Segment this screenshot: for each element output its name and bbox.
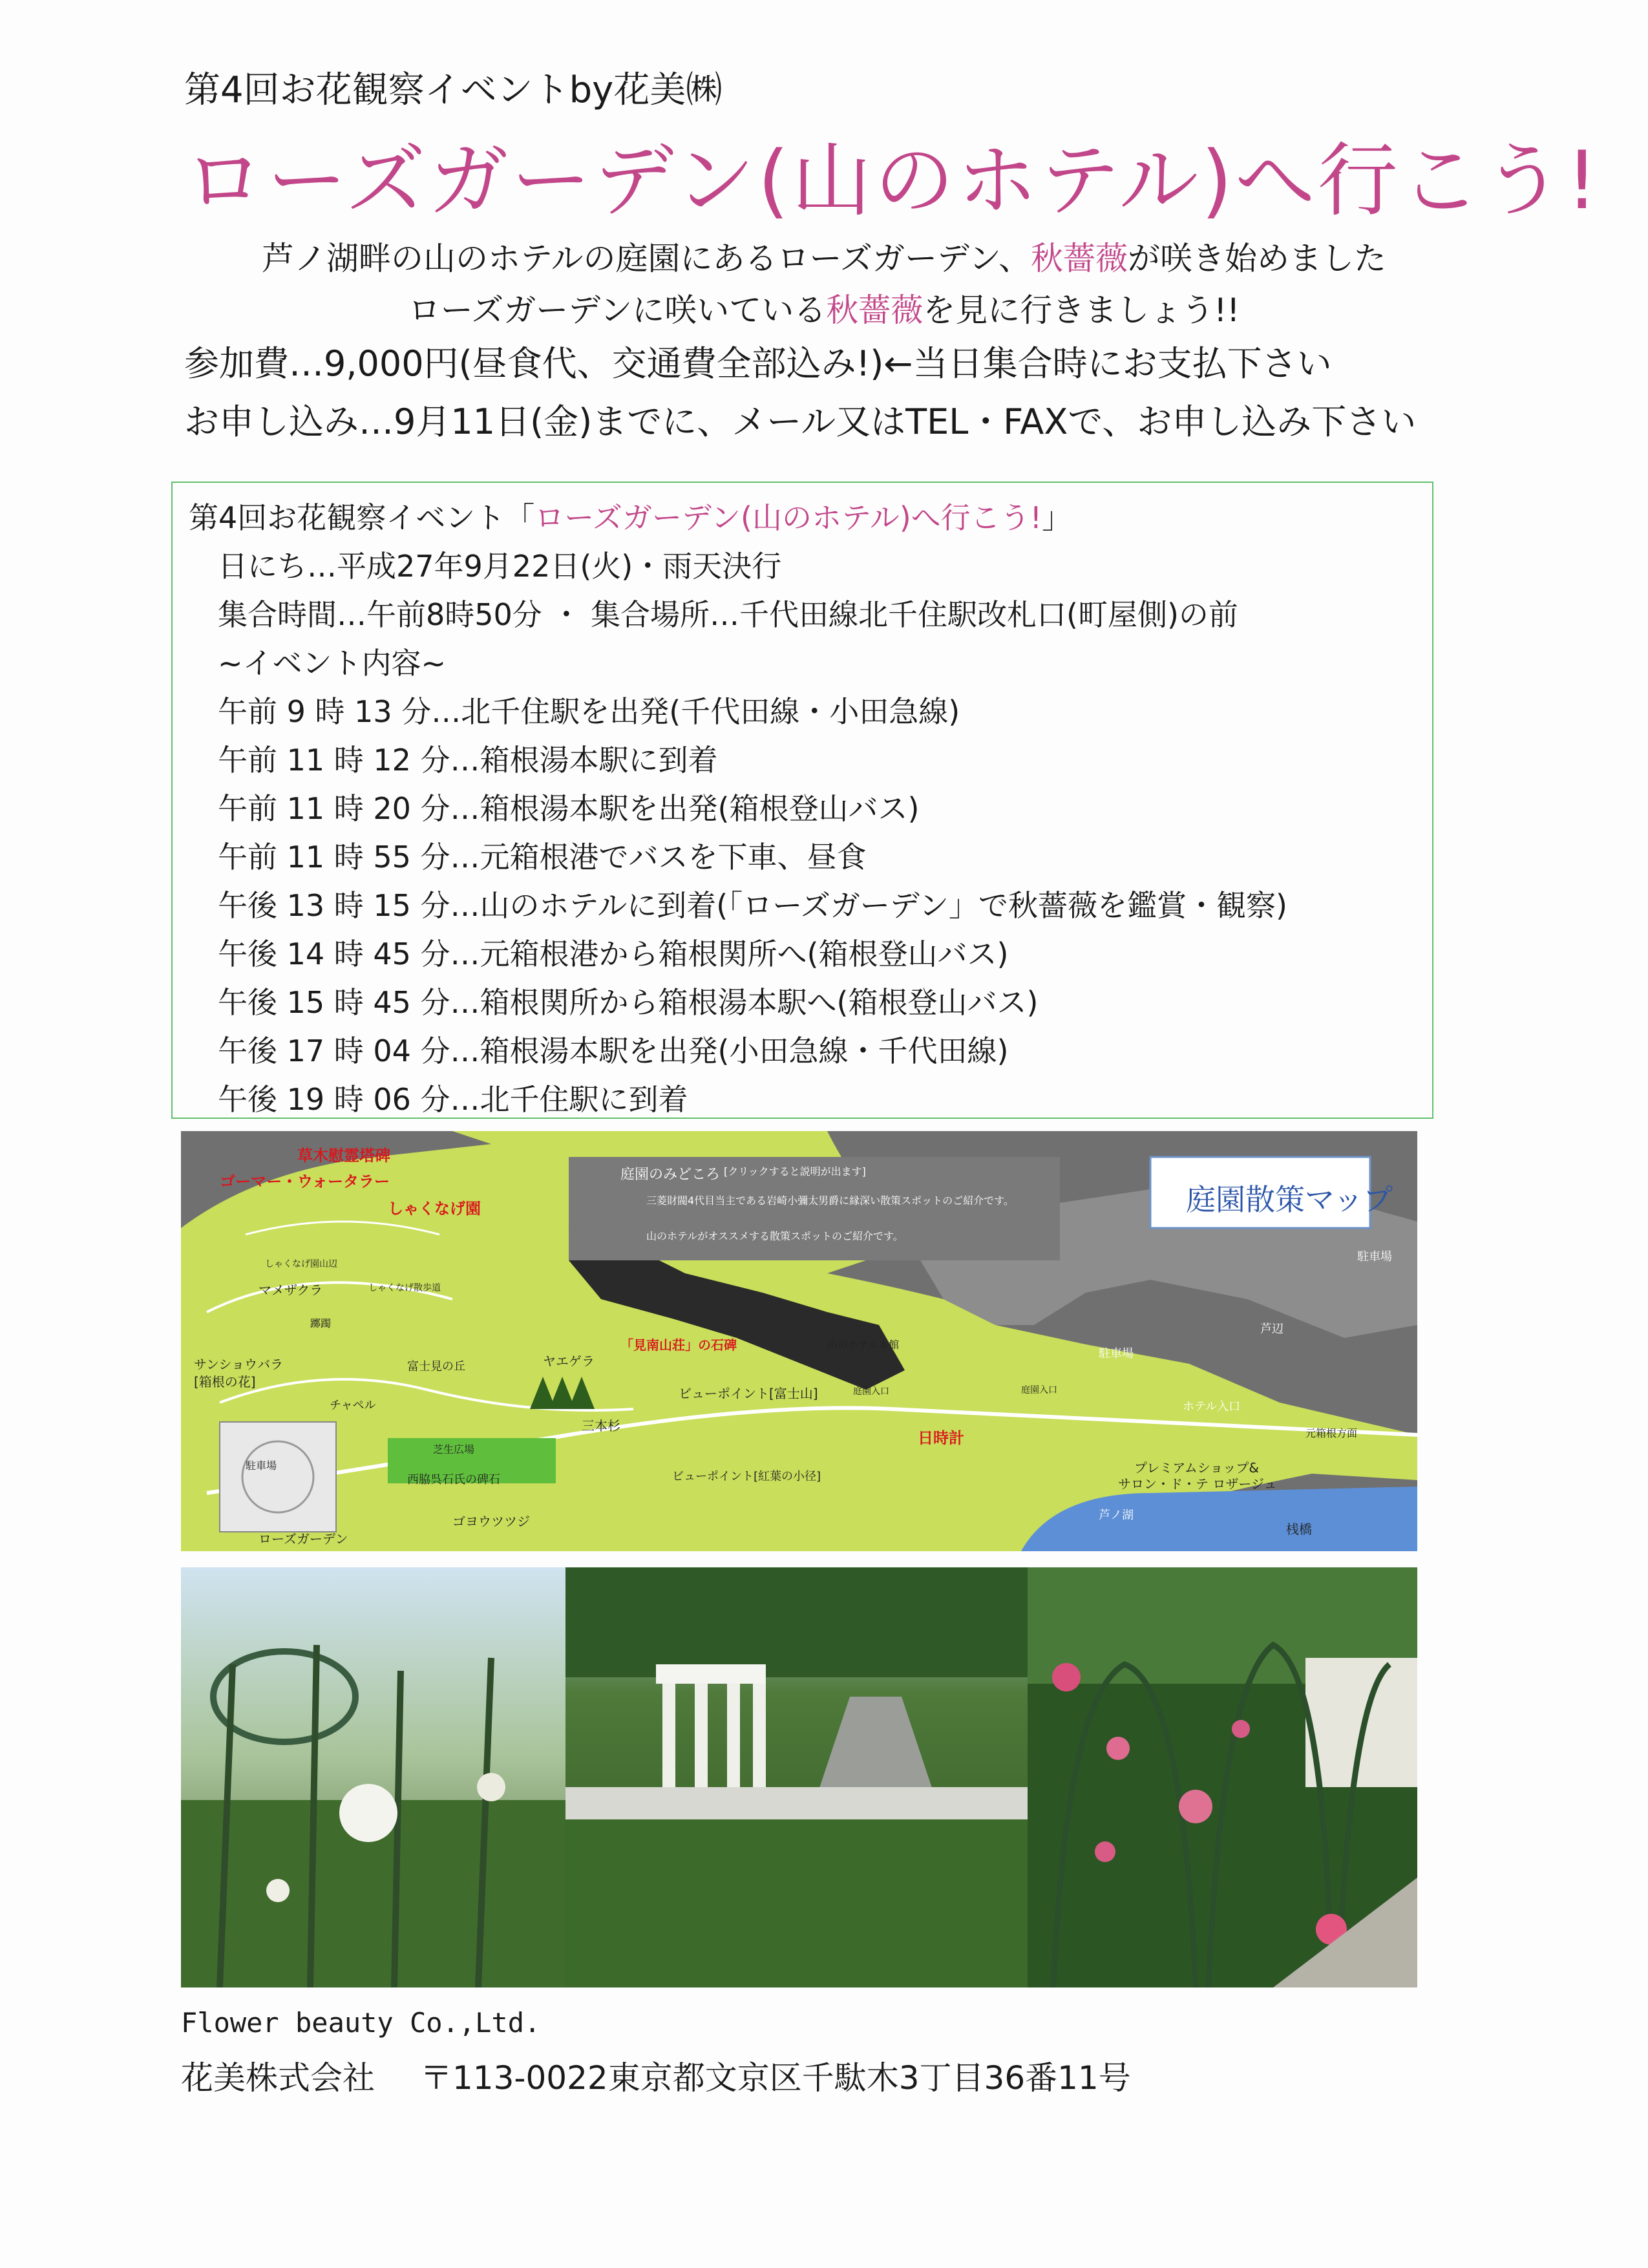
map-label-sanbonsugi: 三本杉: [582, 1418, 620, 1434]
headline: ローズガーデン(山のホテル)へ行こう!: [184, 134, 1601, 228]
map-label-motohakone: 元箱根方面: [1305, 1427, 1358, 1439]
map-label-mamezakura: マメザクラ: [259, 1282, 323, 1298]
map-label-chapel: チャペル: [330, 1399, 376, 1412]
map-label-shakunage-sanpo: しゃくなげ散歩道: [368, 1283, 441, 1293]
schedule-title-pre: 第4回お花観察イベント「: [189, 500, 535, 535]
fee-line: 参加費…9,000円(昼食代、交通費全部込み!)←当日集合時にお支払下さい: [184, 343, 1332, 384]
map-label-hotel-entrance: ホテル入口: [1183, 1400, 1241, 1414]
map-label-shakunage-path: しゃくなげ園山辺: [265, 1259, 337, 1269]
company-address: 〒113-0022東京都文京区千駄木3丁目36番11号: [420, 2059, 1131, 2097]
schedule-item: 午前 11 時 55 分…元箱根港でバスを下車、昼食: [218, 840, 867, 874]
map-label-hotel: 山のホテル本館: [827, 1339, 900, 1351]
schedule-item: 午前 11 時 12 分…箱根湯本駅に到着: [218, 743, 718, 778]
map-label-gomar: ゴーマー・ウォータラー: [220, 1172, 390, 1191]
intro-line-1-post: が咲き始めました: [1128, 240, 1386, 277]
map-label-viewpoint-fuji: ビューポイント[富士山]: [679, 1386, 818, 1401]
rose-garden-photo-1: [181, 1567, 565, 1987]
company-name-jp: 花美株式会社: [181, 2059, 375, 2097]
intro-line-2-post: を見に行きましょう!!: [923, 291, 1240, 329]
map-label-pier: 桟橋: [1286, 1521, 1312, 1537]
schedule-item: 午後 15 時 45 分…箱根関所から箱根湯本駅へ(箱根登山バス): [218, 985, 1039, 1020]
map-label-kusaki: 草木慰霊塔碑: [297, 1147, 390, 1165]
map-label-salon: サロン・ド・テ ロザージュ: [1118, 1476, 1277, 1492]
map-label-ashinoko: 芦ノ湖: [1099, 1509, 1134, 1522]
map-label-rose-garden: ローズガーデン: [259, 1531, 348, 1547]
intro-line-2-pre: ローズガーデンに咲いている: [408, 291, 827, 329]
intro-line-1: [0, 233, 1648, 279]
map-label-lawn: 芝生広場: [433, 1443, 475, 1456]
intro-line-1-highlight: 秋薔薇: [1031, 240, 1128, 277]
map-label-hakone-flower: [箱根の花]: [194, 1374, 256, 1390]
intro-line-1-pre: 芦ノ湖畔の山のホテルの庭園にあるローズガーデン、: [262, 240, 1031, 277]
apply-line: お申し込み…9月11日(金)までに、メール又はTEL・FAXで、お申し込み下さい: [184, 401, 1417, 442]
map-label-parking-top: 駐車場: [1357, 1250, 1392, 1264]
schedule-title-post: 」: [1042, 500, 1072, 535]
garden-map: [181, 1131, 1417, 1551]
rose-garden-photo-2: [565, 1567, 1028, 1987]
photo-strip: [181, 1567, 1417, 1987]
map-label-ashibe: 芦辺: [1260, 1322, 1284, 1336]
company-address-line: [181, 2052, 1176, 2099]
schedule-title: [189, 494, 1072, 537]
schedule-item: 午前 9 時 13 分…北千住駅を出発(千代田線・小田急線): [218, 694, 960, 729]
schedule-title-highlight: ローズガーデン(山のホテル)へ行こう!: [534, 500, 1042, 535]
map-label-viewpoint-momiji: ビューポイント[紅葉の小径]: [672, 1470, 821, 1483]
schedule-item: 午後 14 時 45 分…元箱根港から箱根関所へ(箱根登山バス): [218, 937, 1009, 971]
schedule-meeting: 集合時間…午前8時50分 ・ 集合場所…千代田線北千住駅改札口(町屋側)の前: [218, 597, 1238, 632]
map-label-fujimi: 富士見の丘: [407, 1360, 465, 1373]
map-label-parking-mid: 駐車場: [1099, 1347, 1134, 1361]
schedule-item: 午後 19 時 06 分…北千住駅に到着: [218, 1082, 688, 1117]
map-label-sanshoubara: サンショウバラ: [194, 1357, 284, 1372]
company-name-en: Flower beauty Co.,Ltd.: [181, 2007, 541, 2039]
map-legend-heading: 庭園のみどころ: [620, 1167, 721, 1183]
map-label-premium: プレミアムショップ&: [1134, 1460, 1259, 1476]
map-label-nishiwaki: 西脇呉石氏の碑石: [407, 1473, 500, 1487]
schedule-box: [171, 482, 1433, 1119]
rose-garden-photo-3: [1028, 1567, 1417, 1987]
map-legend-line-1: 三菱財閥4代目当主である岩崎小彌太男爵に縁深い散策スポットのご紹介です。: [646, 1194, 1014, 1207]
schedule-content-heading: ~イベント内容~: [218, 646, 447, 681]
map-label-yaegera: ヤエゲラ: [543, 1353, 595, 1369]
map-legend-note: [クリックすると説明が出ます]: [724, 1165, 866, 1178]
map-legend-line-2: 山のホテルがオススメする散策スポットのご紹介です。: [646, 1230, 903, 1242]
schedule-item: 午後 13 時 15 分…山のホテルに到着(「ローズガーデン」で秋薔薇を鑑賞・観察): [218, 888, 1287, 923]
map-label-gyoutsutsuji: ゴヨウツツジ: [452, 1514, 530, 1529]
event-title: 第4回お花観察イベントby花美㈱: [184, 69, 723, 111]
schedule-date: 日にち…平成27年9月22日(火)・雨天決行: [218, 549, 782, 584]
map-label-sundial: 日時計: [918, 1429, 964, 1447]
map-label-garden-entrance-2: 庭園入口: [1021, 1385, 1057, 1395]
map-label-kannan: 「見南山荘」の石碑: [620, 1337, 737, 1353]
map-label-shakunage-garden: しゃくなげ園: [388, 1200, 481, 1218]
map-label-garden-entrance: 庭園入口: [853, 1386, 889, 1397]
intro-line-2-highlight: 秋薔薇: [826, 291, 924, 329]
schedule-item: 午後 17 時 04 分…箱根湯本駅を出発(小田急線・千代田線): [218, 1033, 1009, 1068]
map-title: 庭園散策マップ: [1186, 1182, 1393, 1217]
schedule-item: 午前 11 時 20 分…箱根湯本駅を出発(箱根登山バス): [218, 791, 920, 826]
map-label-tsutsuji: 躑躅: [310, 1317, 332, 1330]
intro-line-2: [0, 284, 1648, 331]
map-label-parking-left: 駐車場: [246, 1459, 277, 1472]
